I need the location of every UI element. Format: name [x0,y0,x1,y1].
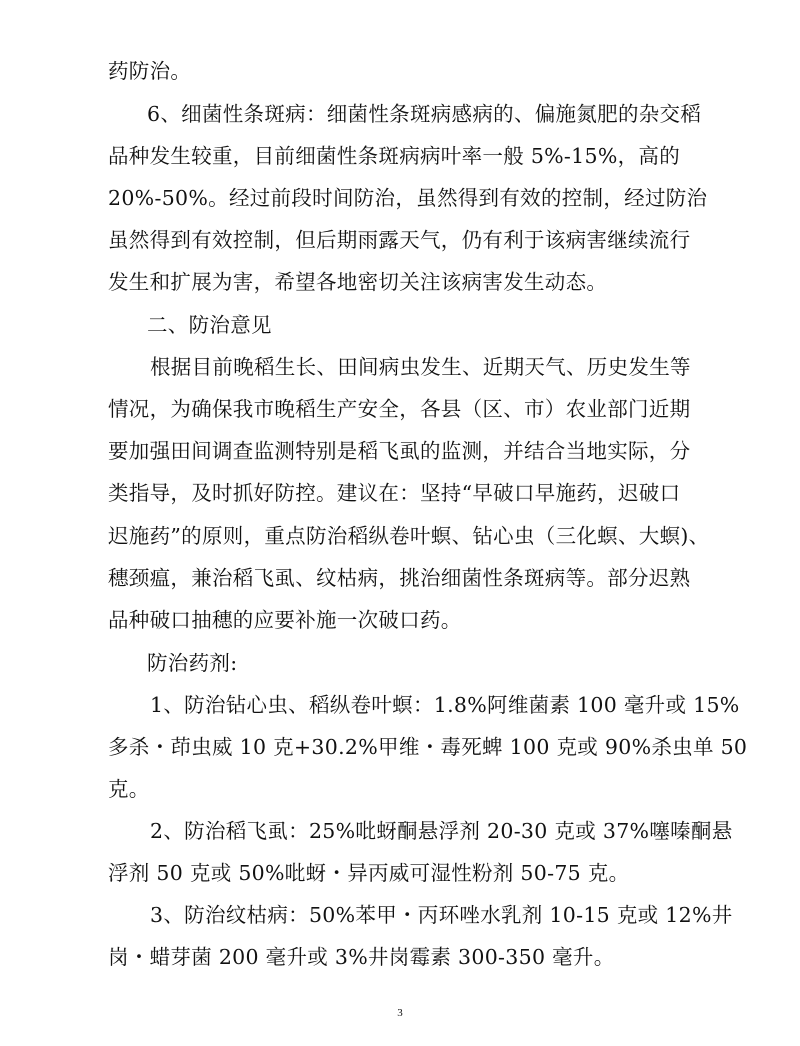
text-line: 品种发生较重，目前细菌性条斑病病叶率一般 5%-15%，高的 [108,144,681,168]
text-line: 类指导，及时抓好防控。建议在：坚持“早破口早施药，迟破口 [108,481,681,505]
text-line: 岗・蜡芽菌 200 毫升或 3%井岗霉素 300-350 毫升。 [108,945,615,969]
text-line: 6、细菌性条斑病：细菌性条斑病感病的、偏施氮肥的杂交稻 [147,102,702,126]
text-line: 3、防治纹枯病：50%苯甲・丙环唑水乳剂 10-15 克或 12%井 [150,903,733,927]
text-line: 克。 [108,777,150,801]
text-line: 迟施药”的原则，重点防治稻纵卷叶螟、钻心虫（三化螟、大螟)、 [108,524,710,548]
text-line: 20%-50%。经过前段时间防治，虽然得到有效的控制，经过防治 [108,186,708,210]
text-line: 穗颈瘟，兼治稻飞虱、纹枯病，挑治细菌性条斑病等。部分迟熟 [108,566,691,590]
text-line: 浮剂 50 克或 50%吡蚜・异丙威可湿性粉剂 50-75 克。 [108,861,630,885]
text-line: 要加强田间调查监测特别是稻飞虱的监测，并结合当地实际，分 [108,439,691,463]
text-line: 根据目前晚稻生长、田间病虫发生、近期天气、历史发生等 [150,355,691,379]
text-line: 2、防治稻飞虱：25%吡蚜酮悬浮剂 20-30 克或 37%噻嗪酮悬 [150,819,733,843]
text-line: 1、防治钻心虫、稻纵卷叶螟：1.8%阿维菌素 100 毫升或 15% [150,693,740,717]
text-line: 品种破口抽穗的应要补施一次破口药。 [108,608,462,632]
text-line: 多杀・茚虫威 10 克+30.2%甲维・毒死蜱 100 克或 90%杀虫单 50 [108,735,748,759]
section-heading: 二、防治意见 [147,313,272,337]
text-line: 药防治。 [108,59,192,83]
page-number: 3 [397,1007,403,1019]
text-line: 情况，为确保我市晚稻生产安全，各县（区、市）农业部门近期 [108,397,691,421]
text-line: 发生和扩展为害，希望各地密切关注该病害发生动态。 [108,270,608,294]
subsection-heading: 防治药剂: [147,651,238,675]
text-line: 虽然得到有效控制，但后期雨露天气，仍有利于该病害继续流行 [108,228,691,252]
